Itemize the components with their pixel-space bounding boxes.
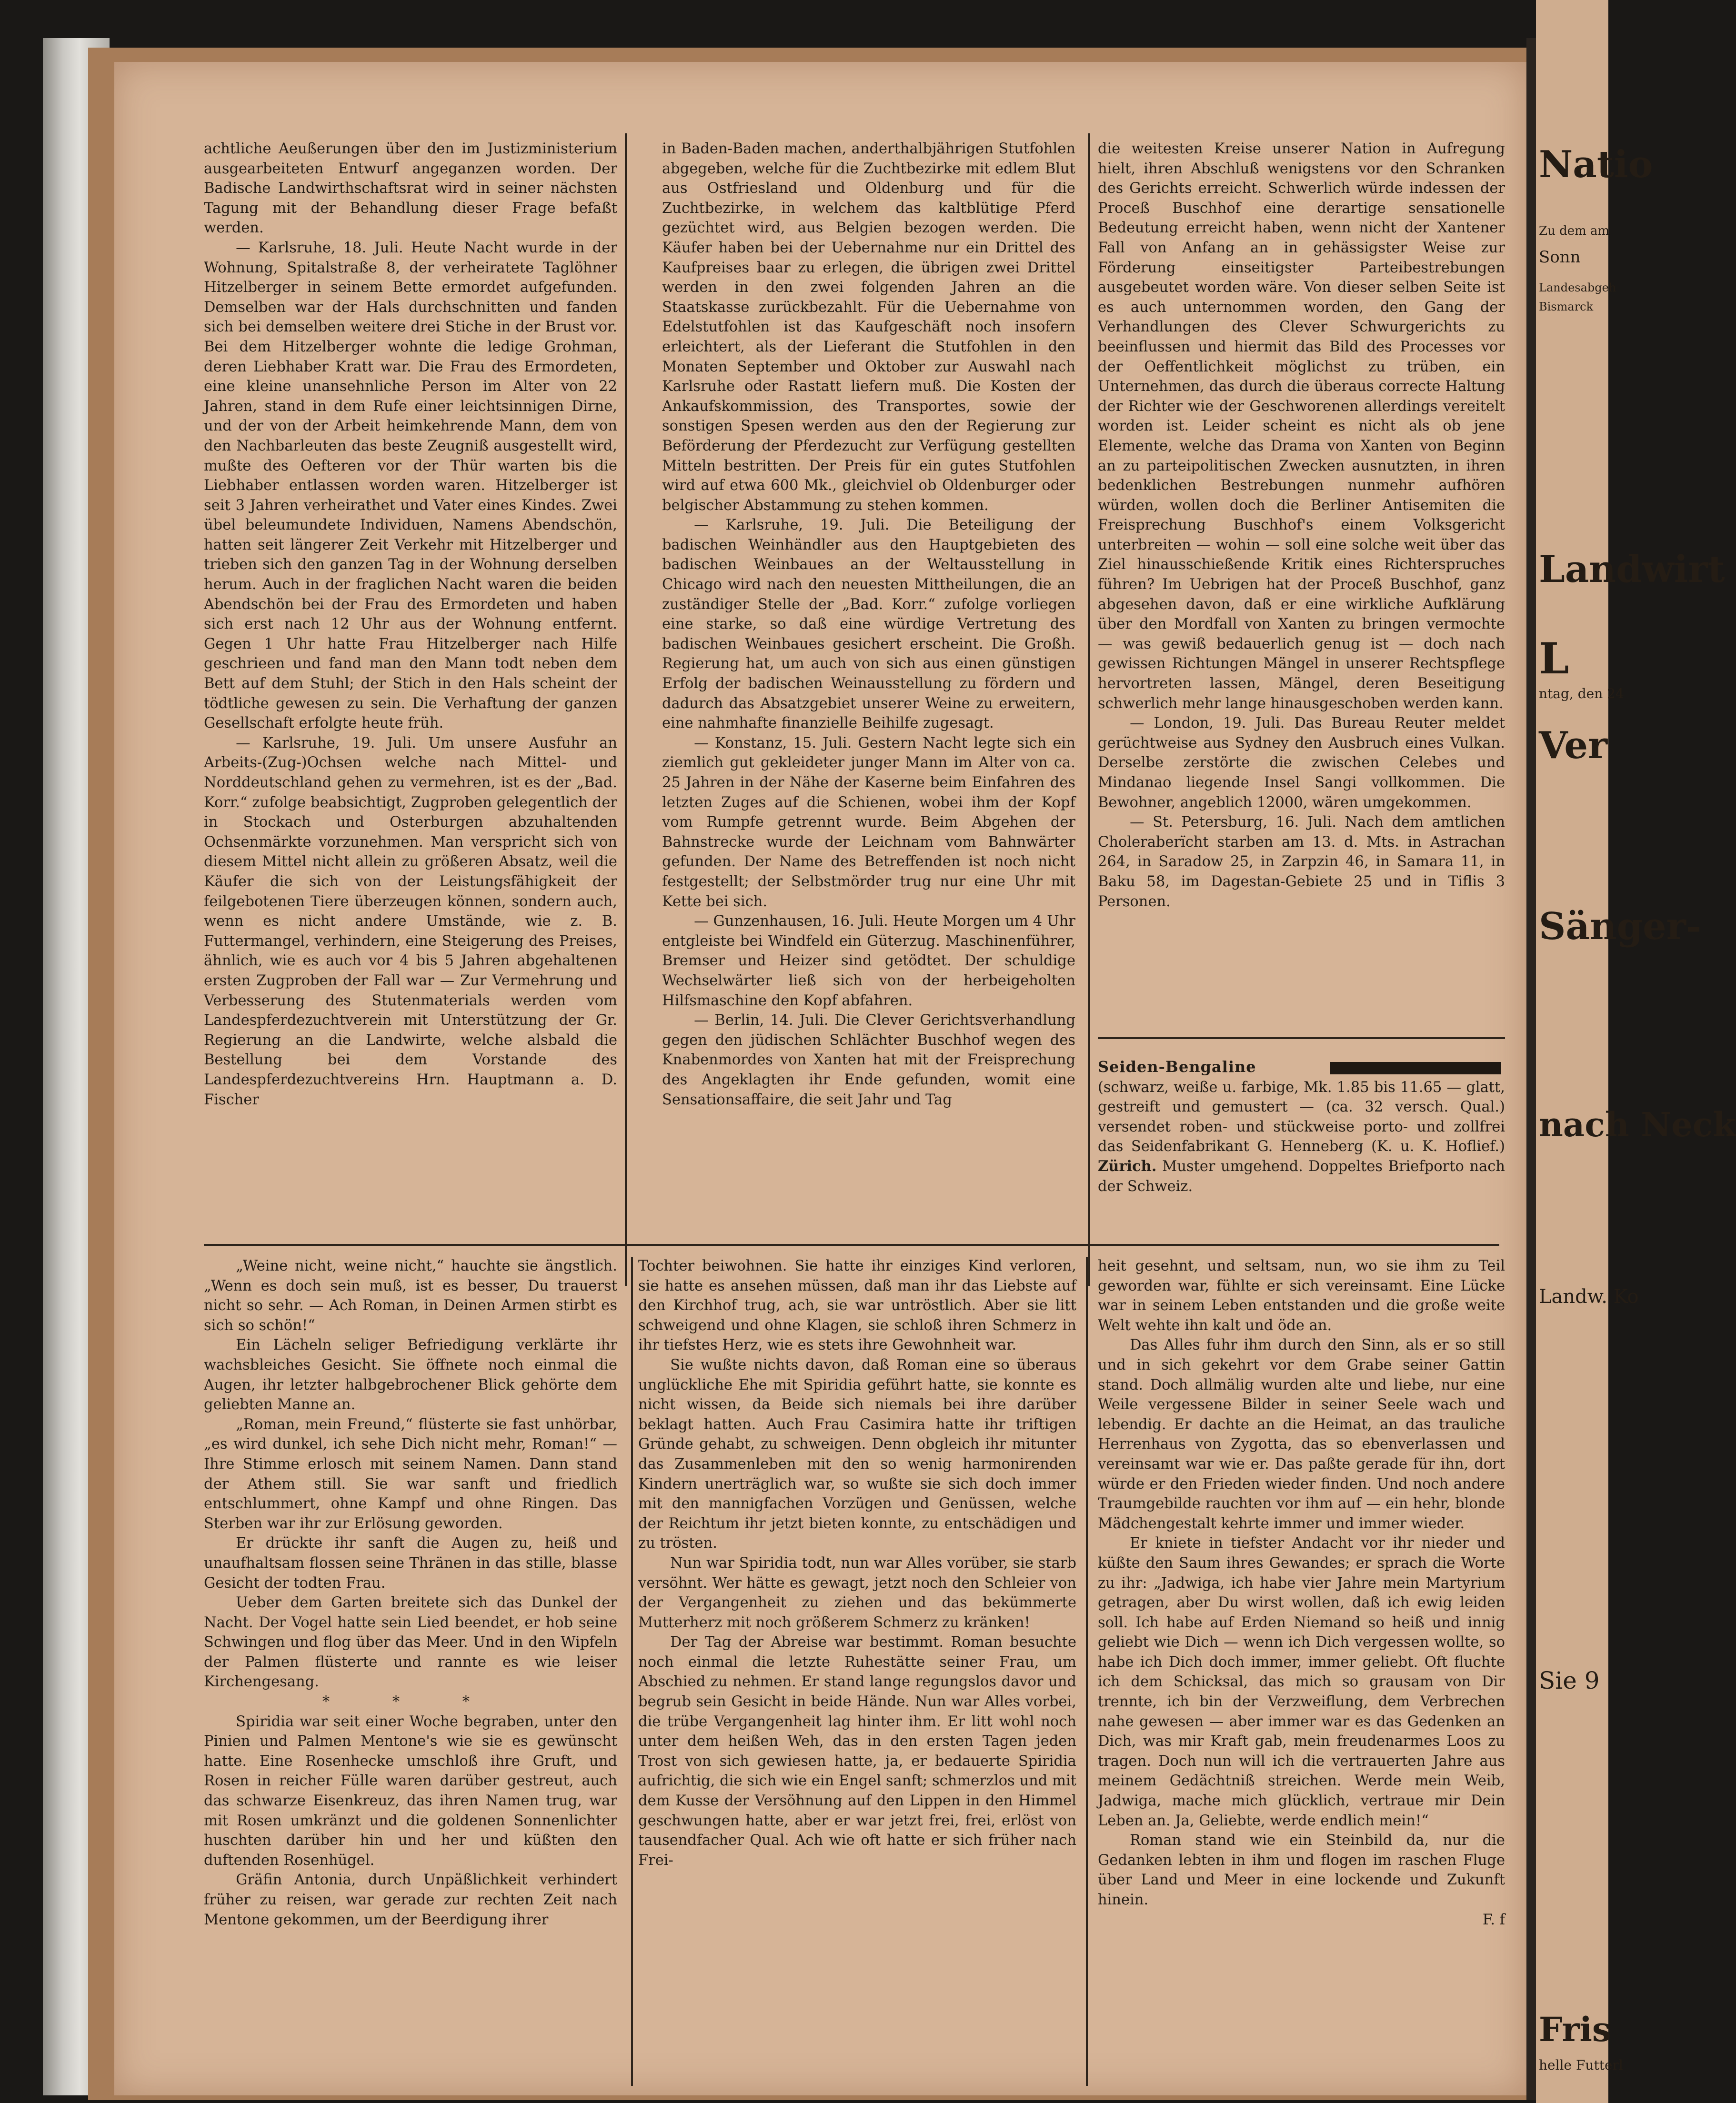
column-rule-1 (625, 133, 627, 1286)
paragraph: — Gunzenhausen, 16. Juli. Heute Morgen um 4 Uhr entgleiste bei Windfeld ein Güterzug. Maschinenführer, Bremser und Heizer sind getödtet. Der schuldige Wechselwärter ließ sich von der herbeigeholten Hilfsmaschine den Kopf abfahren. (662, 913, 1075, 1009)
advertisement-city: Zürich. (1098, 1157, 1157, 1175)
page-gutter-shadow (1526, 38, 1536, 2100)
column-bottom-1 (204, 1256, 617, 2091)
next-page-fragment: Fris (1539, 2010, 1611, 2049)
next-page-edge (1536, 0, 1736, 2103)
next-page-fragment: Sonn (1539, 248, 1581, 267)
advertisement-body-2: Muster umgehend. Doppeltes Briefporto nach der Schweiz. (1098, 1158, 1505, 1195)
column-bottom-3 (1098, 1256, 1505, 2091)
advertisement-top-rule (1098, 1037, 1505, 1039)
column-rule-4 (1086, 1257, 1088, 2086)
silk-advertisement (1098, 1057, 1505, 1205)
next-page-fragment: Landw. Ko (1539, 1286, 1639, 1308)
next-page-fragment: Natio (1539, 143, 1653, 186)
column-top-1 (204, 139, 617, 1296)
next-page-fragment: Landesabgeh (1539, 281, 1616, 294)
advertisement-black-bars (1330, 1062, 1501, 1074)
next-page-fragment: Sie 9 (1539, 1667, 1600, 1694)
paragraph: heit gesehnt, und seltsam, nun, wo sie ihm zu Teil geworden war, fühlte er sich vereinsamt. Eine Lücke war in seinem Leben entstanden und die große weite Welt wehte ihn kalt und öde an. (1098, 1258, 1505, 1334)
next-page-fragment: Landwirt (1539, 548, 1725, 591)
paragraph: — Konstanz, 15. Juli. Gestern Nacht legte sich ein ziemlich gut gekleideter junger Mann im Alter von ca. 25 Jahren in der Nähe der Kaserne beim Einfahren des letzten Zuges auf die Schienen, wobei ihm der Kopf vom Rumpfe getrennt wurde. Beim Abgehen der Bahnstrecke wurde der Leichnam vom Bahnwärter gefunden. Der Name des Betreffenden ist noch nicht festgestellt; der Selbstmörder trug nur eine Uhr mit Kette bei sich. (662, 734, 1075, 910)
paragraph: „Weine nicht, weine nicht,“ hauchte sie ängstlich. „Wenn es doch sein muß, ist es besser, Du trauerst nicht so sehr. — Ach Roman, in Deinen Armen stirbt es sich so schön!“ (204, 1258, 617, 1334)
next-page-fragment: nach Neck (1539, 1105, 1736, 1144)
paragraph: — Karlsruhe, 18. Juli. Heute Nacht wurde in der Wohnung, Spitalstraße 8, der verheiratete Taglöhner Hitzelberger in seinem Bette ermordet aufgefunden. Demselben war der Hals durchschnitten und fanden sich bei demselben weitere drei Stiche in der Brust vor. Bei dem Hitzelberger wohnte die ledige Grohman, deren Liebhaber Kratt war. Die Frau des Ermordeten, eine kleine unansehnliche Person im Alter von 22 Jahren, stand in dem Rufe einer leichtsinnigen Dirne, und der von der Arbeit heimkehrende Mann, dem von den Nachbarleuten das beste Zeugniß ausgestellt wird, mußte des Oefteren vor der Thür warten bis die Liebhaber entlassen worden waren. Hitzelberger ist seit 3 Jahren verheirathet und Vater eines Kindes. Zwei übel beleumundete Individuen, Namens Abendschön, hatten seit längerer Zeit Verkehr mit Hitzelberger und trieben sich den ganzen Tag in der Wohnung derselben herum. Auch in der fraglichen Nacht waren die beiden Abendschön bei der Frau des Ermordeten und haben sich erst nach 12 Uhr aus der Wohnung entfernt. Gegen 1 Uhr hatte Frau Hitzelberger nach Hilfe geschrieen und fand man den Mann todt neben dem Bett auf dem Stuhl; der Stich in den Hals scheint der tödtliche gewesen zu sein. Die Verhaftung der ganzen Gesellschaft erfolgte heute früh. (204, 239, 617, 732)
paragraph: — Berlin, 14. Juli. Die Clever Gerichtsverhandlung gegen den jüdischen Schlächter Buschhof wegen des Knabenmordes von Xanten hat mit der Freisprechung des Angeklagten ihr Ende gefunden, womit eine Sensationsaffaire, die seit Jahr und Tag (662, 1012, 1075, 1108)
column-rule-3 (631, 1257, 633, 2086)
column-rule-2 (1088, 133, 1090, 1286)
paragraph: in Baden-Baden machen, anderthalbjährigen Stutfohlen abgegeben, welche für die Zuchtbezirke mit edlem Blut aus Ostfriesland und Oldenburg und für die Zuchtbezirke, in welchem das kaltblütige Pferd gezüchtet wird, aus Belgien bezogen werden. Die Käufer haben bei der Uebernahme nur ein Drittel des Kaufpreises baar zu erlegen, die übrigen zwei Drittel werden in den zwei folgenden Jahren an die Staatskasse zurückbezahlt. Für die Uebernahme von Edelstutfohlen ist das Kaufgeschäft noch insofern erleichtert, als der Lieferant die Stutfohlen in den Monaten September und Oktober zur Auswahl nach Karlsruhe oder Rastatt liefern muß. Die Kosten der Ankaufskommission, des Transportes, sowie der sonstigen Spesen werden aus den der Regierung zur Beförderung der Pferdezucht zur Verfügung gestellten Mitteln bestritten. Der Preis für ein gutes Stutfohlen wird auf etwa 600 Mk., gleichviel ob Oldenburger oder belgischer Abstammung zu stehen kommen. (662, 140, 1075, 514)
advertisement-headline: Seiden-Bengaline (1098, 1058, 1256, 1076)
paragraph: die weitesten Kreise unserer Nation in Aufregung hielt, ihren Abschluß wenigstens vor den Schranken des Gerichts erreicht. Schwerlich würde indessen der Proceß Buschhof eine derartige sensationelle Bedeutung erreicht haben, wenn nicht der Xantener Fall von Anfang an in gehässigster Weise zur Förderung einseitigster Parteibestrebungen ausgebeutet worden wäre. Von dieser selben Seite ist es auch unternommen worden, den Gang der Verhandlungen des Clever Schwurgerichts zu beeinflussen und hiermit das Bild des Processes vor der Oeffentlichkeit möglichst zu trüben, ein Unternehmen, das durch die überaus correcte Haltung der Richter wie der Geschworenen allerdings vereitelt worden ist. Leider scheint es nicht als ob jene Elemente, welche das Drama von Xanten von Beginn an zu parteipolitischen Zwecken ausnutzten, in ihren bedenklichen Bestrebungen nunmehr aufhören würden, wollen doch die Berliner Antisemiten die Freisprechung Buschhof's einem Volksgericht unterbreiten — wohin — soll eine solche weit über das Ziel hinausschießende Kritik eines Richterspruches führen? Im Uebrigen hat der Proceß Buschhof, ganz abgesehen davon, daß er eine wirkliche Aufklärung über den Mordfall von Xanten zu bringen vermochte — was gewiß bedauerlich genug ist — doch nach gewissen Richtungen Mängel in unserer Rechtspflege hervortreten lassen, Mängel, deren Beseitigung schwerlich mehr lange hinausgeschoben werden kann. (1098, 140, 1505, 712)
paragraph: — St. Petersburg, 16. Juli. Nach dem amtlichen Choleraberïcht starben am 13. d. Mts. in Astrachan 264, in Saradow 25, in Zarpzin 46, in Samara 11, in Baku 58, im Dagestan-Gebiete 25 und in Tiflis 3 Personen. (1098, 814, 1505, 910)
next-page-fragment: L (1539, 633, 1569, 684)
paragraph: F. f (1482, 1911, 1505, 1928)
next-page-fragment: helle Futterl (1539, 2057, 1623, 2073)
paragraph: Roman stand wie ein Steinbild da, nur die Gedanken lebten in ihm und flogen im raschen Fluge über Land und Meer in eine lockende und Zukunft hinein. (1098, 1832, 1505, 1908)
paragraph: Der Tag der Abreise war bestimmt. Roman besuchte noch einmal die letzte Ruhestätte seiner Frau, um Abschied zu nehmen. Er stand lange regungslos davor und begrub sein Gesicht in beide Hände. Nun war Alles vorbei, die trübe Vergangenheit lag hinter ihm. Er litt wohl noch unter dem heißen Weh, das in den ersten Tagen jeden Trost von sich gewiesen hatte, ja, er bedauerte Spiridia aufrichtig, die sich wie ein Engel sanft; schmerzlos und mit dem Kusse der Versöhnung auf den Lippen in den Himmel geschwungen hatte, aber er war jetzt frei, frei, erlöst von tausendfacher Qual. Ach wie oft hatte er sich früher nach Frei- (638, 1634, 1076, 1869)
column-top-3 (1098, 139, 1505, 1077)
next-page-fragment: Ver (1539, 724, 1608, 767)
paragraph: — London, 19. Juli. Das Bureau Reuter meldet gerüchtweise aus Sydney den Ausbruch eines Vulkan. Derselbe zerstörte die zwischen Celebes und Mindanao liegende Insel Sangi vollkommen. Die Bewohner, angeblich 12000, wären umgekommen. (1098, 715, 1505, 811)
next-page-fragment: Sänger- (1539, 905, 1702, 948)
paragraph: — Karlsruhe, 19. Juli. Die Beteiligung der badischen Weinhändler aus den Hauptgebieten des badischen Weinbaues an der Weltausstellung in Chicago wird nach den neuesten Mittheilungen, die an zuständiger Stelle der „Bad. Korr.“ zufolge vorliegen eine starke, so daß eine würdige Vertretung des badischen Weinbaues gesichert erscheint. Die Großh. Regierung hat, um auch von sich aus einen günstigen Erfolg der badischen Weinausstellung zu fördern und dadurch das Absatzgebiet unserer Weine zu erweitern, eine nahmhafte finanzielle Beihilfe zugesagt. (662, 517, 1075, 732)
next-page-fragment: Zu dem am (1539, 224, 1610, 238)
next-page-fragment: Bismarck (1539, 300, 1594, 313)
paragraph: Gräfin Antonia, durch Unpäßlichkeit verhindert früher zu reisen, war gerade zur rechten Zeit nach Mentone gekommen, um der Beerdigung ihrer (204, 1872, 617, 1928)
paragraph: achtliche Aeußerungen über den im Justizministerium ausgearbeiteten Entwurf angeganzen worden. Der Badische Landwirthschaftsrat wird in seiner nächsten Tagung mit der Behandlung dieser Frage befaßt werden. (204, 140, 617, 237)
paragraph: „Roman, mein Freund,“ flüsterte sie fast unhörbar, „es wird dunkel, ich sehe Dich nicht mehr, Roman!“ — Ihre Stimme erlosch mit seinem Namen. Dann stand der Athem still. Sie war sanft und friedlich entschlummert, ohne Kampf und ohne Ringen. Das Sterben war ihr zur Erlösung geworden. (204, 1416, 617, 1532)
paragraph: Ueber dem Garten breitete sich das Dunkel der Nacht. Der Vogel hatte sein Lied beendet, er hob seine Schwingen und flog über das Meer. Und in den Wipfeln der Palmen flüsterte und rannte es wie leiser Kirchengesang. (204, 1594, 617, 1691)
paragraph: Er kniete in tiefster Andacht vor ihr nieder und küßte den Saum ihres Gewandes; er sprach die Worte zu ihr: „Jadwiga, ich habe vier Jahre mein Martyrium getragen, aber Du wirst wollen, daß ich ewig leiden soll. Ich habe auf Erden Niemand so heiß und innig geliebt wie Dich — wenn ich Dich vergessen wollte, so habe ich Dich doch immer, immer geliebt. Oft fluchte ich dem Schicksal, das mich so grausam von Dir trennte, ich bin der Verzweiflung, dem Verbrechen nahe gewesen — aber immer war es das Gedenken an Dich, was mir Kraft gab, mein freudenarmes Loos zu tragen. Doch nun will ich die vertrauerten Jahre aus meinem Gedächtniß streichen. Werde mein Weib, Jadwiga, mache mich glücklich, vertraue mir Dein Leben an. Ja, Geliebte, werde endlich mein!“ (1098, 1535, 1505, 1829)
column-top-2 (662, 139, 1075, 1339)
advertisement-body-1: (schwarz, weiße u. farbige, Mk. 1.85 bis 11.65 — glatt, gestreift und gemustert — (ca. 32 versch. Qual.) versendet roben- und stückweise porto- und zollfrei das Seidenfabrikant G. Henneberg (K. u. K. Hoflief.) (1098, 1079, 1505, 1155)
paragraph: Er drückte ihr sanft die Augen zu, heiß und unaufhaltsam flossen seine Thränen in das stille, blasse Gesicht der todten Frau. (204, 1535, 617, 1592)
next-page-fragment: ntag, den 24 (1539, 686, 1624, 701)
column-bottom-2 (638, 1256, 1076, 2091)
paragraph: Nun war Spiridia todt, nun war Alles vorüber, sie starb versöhnt. Wer hätte es gewagt, jetzt noch den Schleier von der Vergangenheit zu ziehen und das bekümmerte Mutterherz mit noch größerem Schmerz zu kränken! (638, 1554, 1076, 1631)
feuilleton-separator-rule (204, 1244, 1499, 1246)
paragraph: Spiridia war seit einer Woche begraben, unter den Pinien und Palmen Mentone's wie sie es gewünscht hatte. Eine Rosenhecke umschloß ihre Gruft, und Rosen in reicher Fülle waren darüber gestreut, auch das schwarze Eisenkreuz, das ihren Namen trug, war mit Rosen umkränzt und die goldenen Sonnenlichter huschten darüber hin und her und küßten den duftenden Rosenhügel. (204, 1713, 617, 1869)
paragraph: Sie wußte nichts davon, daß Roman eine so überaus unglückliche Ehe mit Spiridia geführt hatte, sie konnte es nicht wissen, da Beide sich niemals bei ihre darüber beklagt hatten. Auch Frau Casimira hatte ihr triftigen Gründe gehabt, zu schweigen. Denn obgleich ihr mitunter das Zusammenleben mit den so wenig harmonirenden Kindern unerträglich war, so wußte sie sich doch immer mit den mannigfachen Vorzügen und Genüssen, welche der Reichtum ihr jetzt bieten konnte, zu entschädigen und zu trösten. (638, 1356, 1076, 1552)
paragraph: Das Alles fuhr ihm durch den Sinn, als er so still und in sich gekehrt vor dem Grabe seiner Gattin stand. Doch allmälig wurden alte und liebe, nur eine Weile vergessene Bilder in seiner Seele wach und lebendig. Er dachte an die Heimat, an das trauliche Herrenhaus von Zygotta, das so ebenverlassen und vereinsamt war wie er. Das paßte gerade für ihn, dort würde er den Frieden wieder finden. Und noch andere Traumgebilde rauchten vor ihm auf — ein hehr, blonde Mädchengestalt kehrte immer und immer wieder. (1098, 1337, 1505, 1532)
paragraph: Ein Lächeln seliger Befriedigung verklärte ihr wachsbleiches Gesicht. Sie öffnete noch einmal die Augen, ihr letzter halbgebrochener Blick gehörte dem geliebten Manne an. (204, 1337, 617, 1413)
paragraph: — Karlsruhe, 19. Juli. Um unsere Ausfuhr an Arbeits-(Zug-)Ochsen welche nach Mittel- und Norddeutschland gehen zu vermehren, ist es der „Bad. Korr.“ zufolge beabsichtigt, Zugproben gelegentlich der in Stockach und Osterburgen abzuhaltenden Ochsenmärkte vorzunehmen. Man verspricht sich von diesem Mittel nicht allein zu größeren Absatz, weil die Käufer die sich von der Leistungsfähigkeit der feilgebotenen Tiere überzeugen können, sondern auch, wenn es nicht andere Umstände, wie z. B. Futtermangel, verhindern, eine Steigerung des Preises, ähnlich, wie es auch vor 4 bis 5 Jahren abgehaltenen ersten Zugproben der Fall war — Zur Vermehrung und Verbesserung des Stutenmaterials werden vom Landespferdezuchtverein mit Unterstützung der Gr. Regierung an die Landwirte, welche alsbald die Bestellung bei dem Vorstande des Landespferdezuchtvereins Hrn. Hauptmann a. D. Fischer (204, 734, 617, 1108)
paragraph: Tochter beiwohnen. Sie hatte ihr einziges Kind verloren, sie hatte es ansehen müssen, daß man ihr das Liebste auf den Kirchhof trug, ach, sie war untröstlich. Aber sie litt schweigend und ohne Klagen, sie schloß ihren Schmerz in ihr tiefstes Herz, wie es stets ihre Gewohnheit war. (638, 1258, 1076, 1354)
paragraph: * * * (322, 1693, 499, 1711)
